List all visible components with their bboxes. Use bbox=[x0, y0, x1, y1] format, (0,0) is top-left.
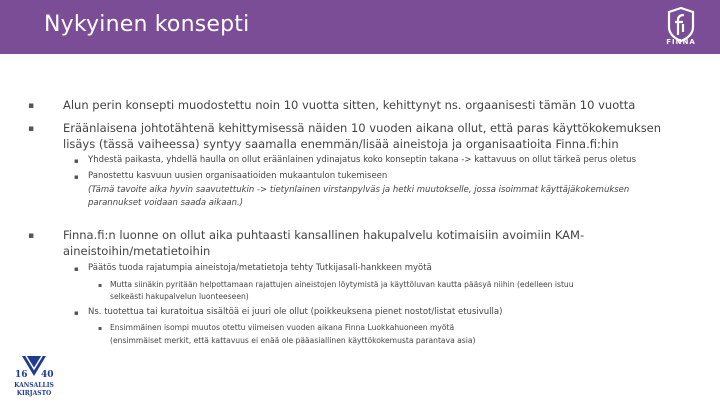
sub-bullet-dot: ▪ bbox=[74, 309, 79, 317]
logo-text-line-1: KANSALLIS bbox=[14, 382, 54, 389]
sub-bullet-3-2: Ns. tuotettua tai kuratoitua sisältöä ei juuri ole ollut (poikkeuksena pienet nostot/listat etusivulla) bbox=[88, 307, 503, 317]
bullet-text-1: Alun perin konsepti muodostettu noin 10 vuotta sitten, kehittynyt ns. orgaanisesti tämän 10 vuotta bbox=[63, 98, 636, 112]
sub-bullet-2-1: Yhdestä paikasta, yhdellä haulla on ollut eräänlainen ydinajatus koko konseptin takana -> kattavuus on ollut tärkeä perus oletus bbox=[88, 155, 636, 165]
logo-year-left: 16 bbox=[15, 370, 28, 380]
kansalliskirjasto-logo-icon bbox=[14, 352, 54, 400]
sub-bullet-2-2-note-line-2: parannukset voidaan saada aikaan.) bbox=[88, 198, 244, 208]
sub-bullet-dot: ▪ bbox=[74, 265, 79, 273]
sub-sub-bullet-3-1-1-line-2: selkeästi hakupalvelun luonteeseen) bbox=[110, 292, 249, 301]
sub-bullet-dot: ▪ bbox=[74, 157, 79, 165]
page-title: Nykyinen konsepti bbox=[44, 12, 250, 37]
bullet-dot: ▪ bbox=[28, 101, 35, 111]
sub-sub-bullet-3-2-1-line-2: (ensimmäiset merkit, että kattavuus ei enää ole pääasiallinen käyttökokemusta parantava asia) bbox=[110, 336, 476, 345]
bullet-dot: ▪ bbox=[28, 124, 35, 134]
sub-sub-bullet-3-1-1-line-1: Mutta siinäkin pyritään helpottamaan rajattujen aineistojen löytymistä ja käyttöluvan kautta pääsyä niihin (edelleen istuu bbox=[110, 280, 574, 289]
sub-bullet-3-1: Päätös tuoda rajatumpia aineistoja/metatietoja tehty Tutkijasali-hankkeen myötä bbox=[88, 263, 432, 273]
sub-bullet-dot: ▪ bbox=[74, 173, 79, 181]
bullet-text-3-line-1: Finna.fi:n luonne on ollut aika puhtaasti kansallinen hakupalvelu kotimaisiin avoimiin KAM- bbox=[63, 228, 585, 242]
sub-sub-bullet-3-2-1-line-1: Ensimmäinen isompi muutos otettu viimeisen vuoden aikana Finna Luokkahuoneen myötä bbox=[110, 323, 455, 332]
bullet-dot: ▪ bbox=[28, 231, 35, 241]
sub-sub-bullet-dot: ▪ bbox=[98, 282, 103, 289]
sub-sub-bullet-dot: ▪ bbox=[98, 325, 103, 332]
bullet-text-2-line-2: lisäys (tässä vaiheessa) syntyy saamalla enemmän/lisää aineistoja ja organisaatioita Finna.fi:hin bbox=[63, 137, 619, 151]
sub-bullet-2-2-note-line-1: (Tämä tavoite aika hyvin saavutettukin -> tietynlainen virstanpylväs ja hetki muutokselle, jossa isoimmat käyttäjäkokemuksen bbox=[88, 185, 630, 195]
logo-year-right: 40 bbox=[41, 370, 54, 380]
logo-text-line-2: KIRJASTO bbox=[16, 390, 52, 397]
finna-logo-text: FINNA bbox=[666, 38, 696, 46]
sub-bullet-2-2: Panostettu kasvuun uusien organisaatioiden mukaantulon tukemiseen bbox=[88, 171, 388, 181]
bullet-text-3-line-2: aineistoihin/metatietoihin bbox=[63, 244, 211, 258]
bullet-text-2-line-1: Eräänlaisena johtotähtenä kehittymisessä näiden 10 vuoden aikana ollut, että paras käyttökokemuksen bbox=[63, 121, 662, 135]
